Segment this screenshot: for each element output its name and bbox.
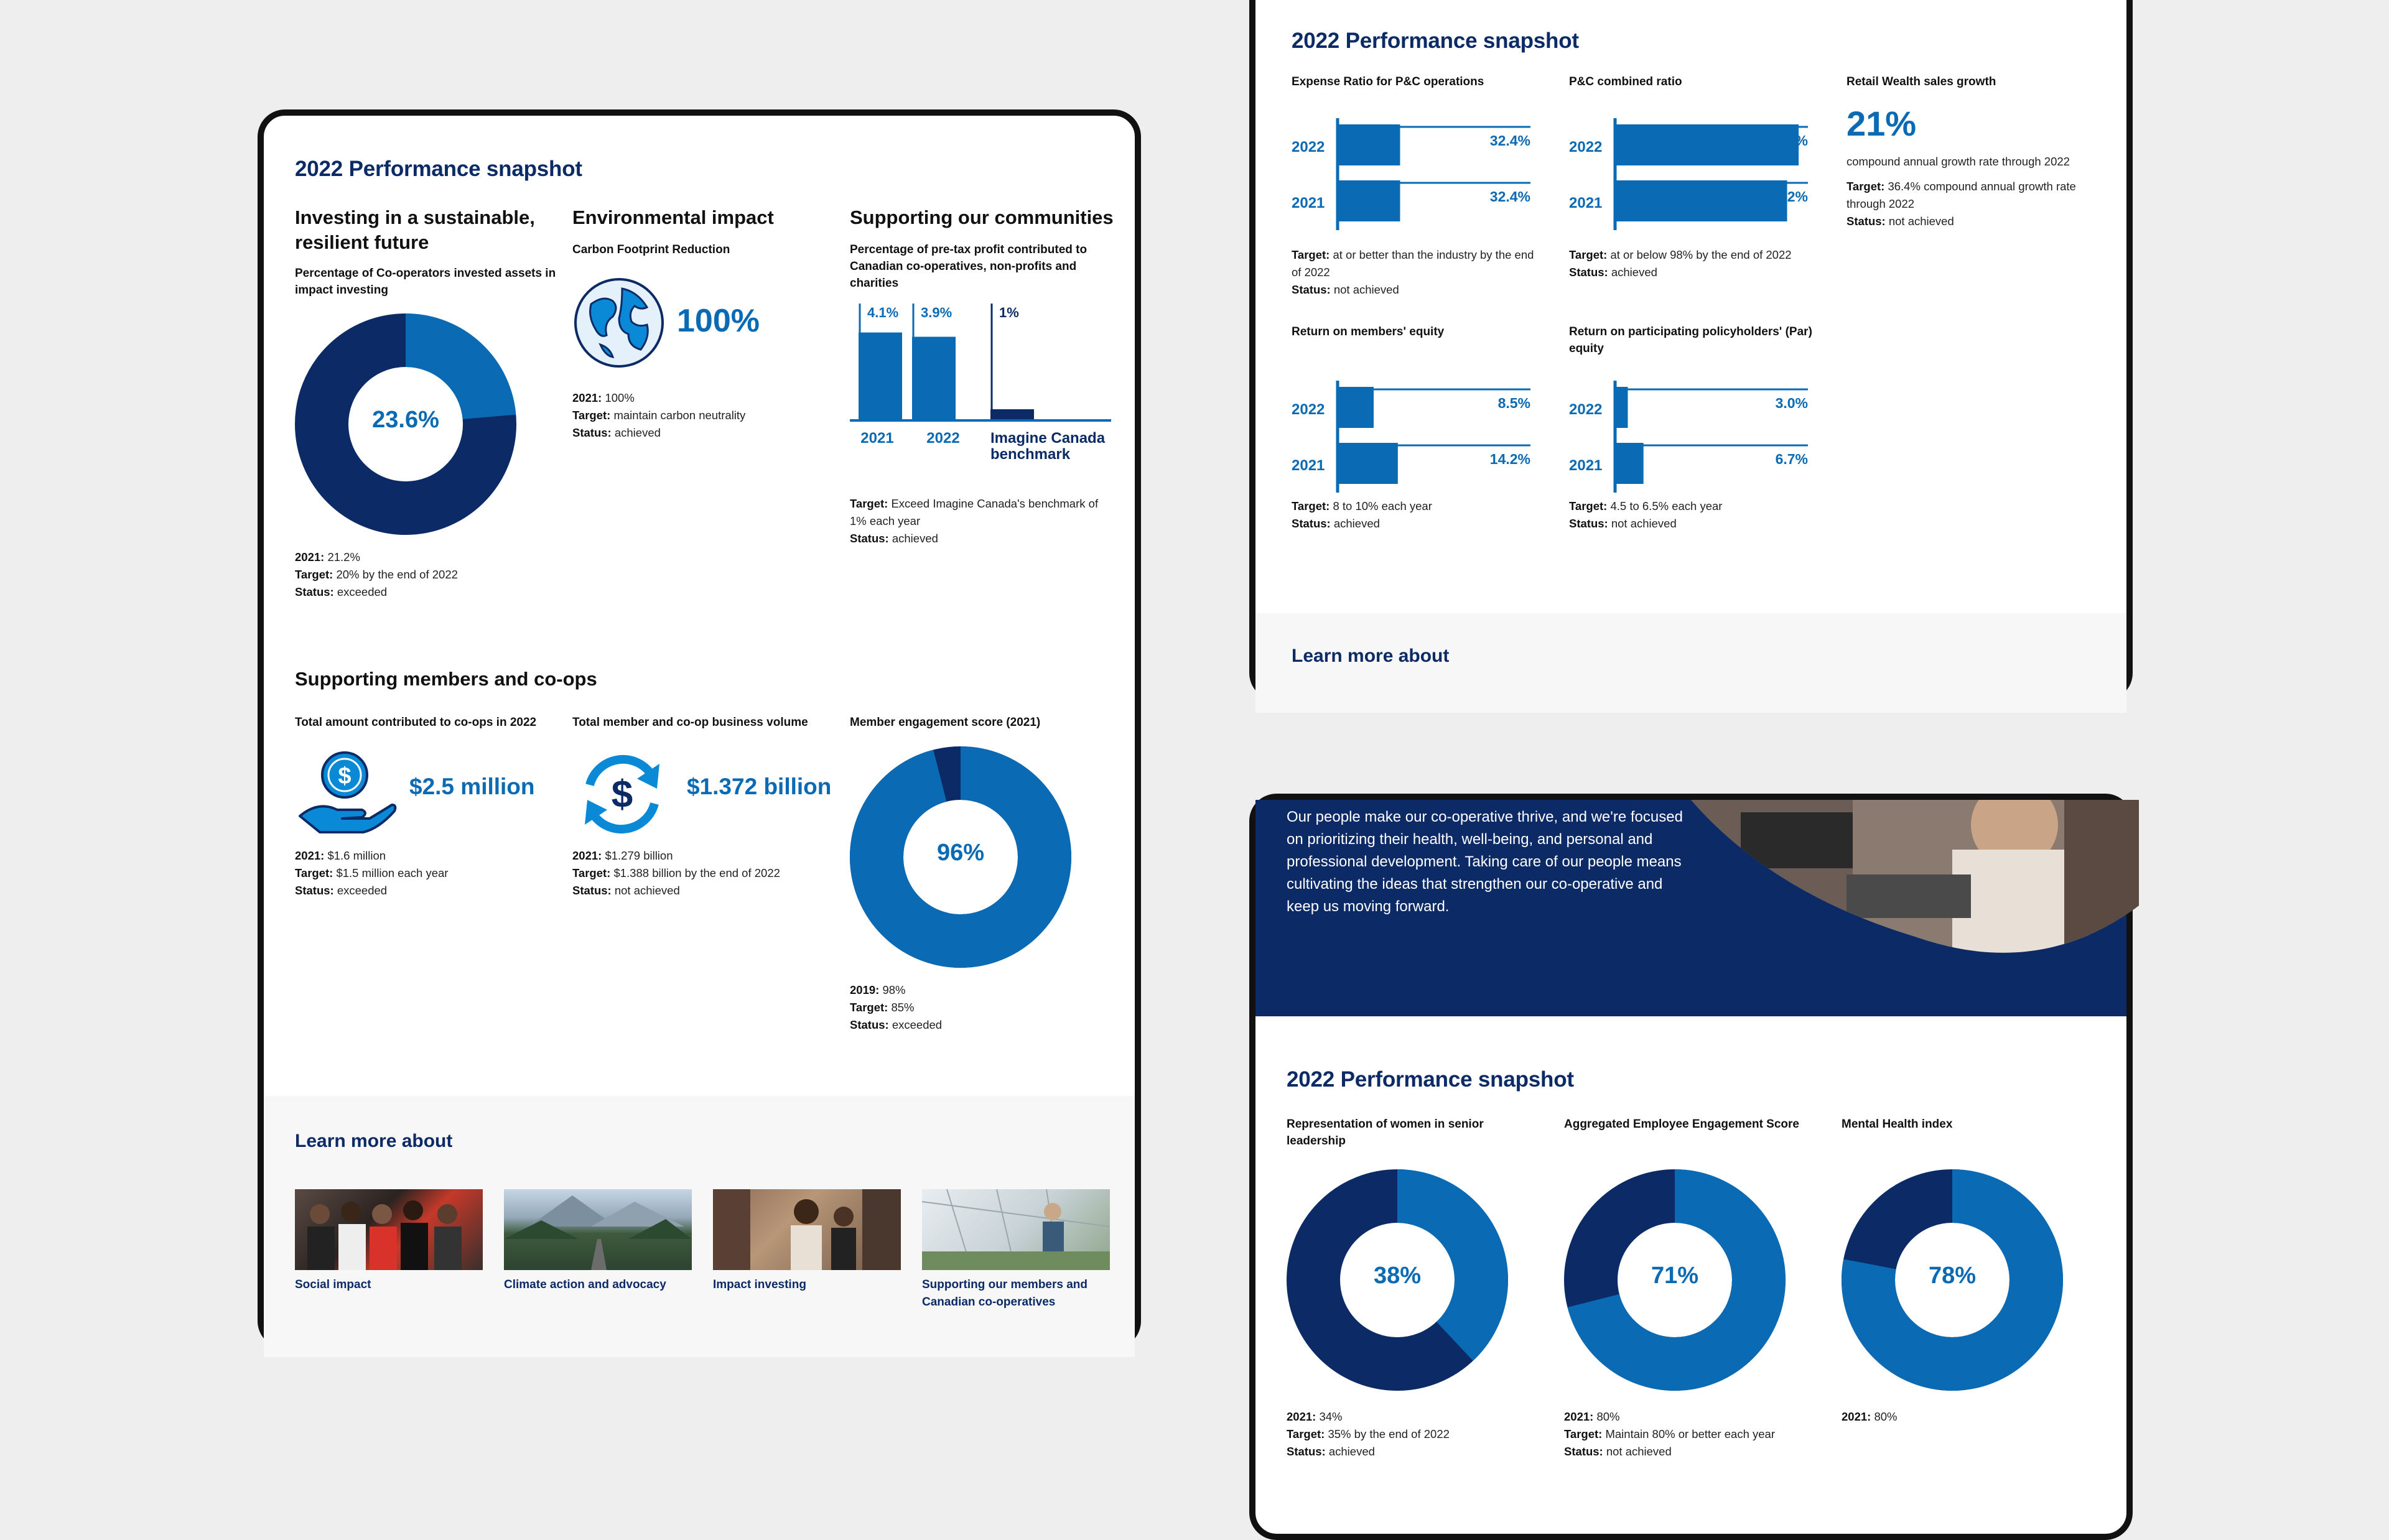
bar-value-label: 95.2%: [1767, 132, 1808, 149]
bar-2021: [1615, 180, 1787, 221]
climate-image[interactable]: [504, 1189, 692, 1270]
bar-2021: [1338, 443, 1398, 484]
metric-details: 2021: 34% Target: 35% by the end of 2022 Status: achieved: [1287, 1410, 1450, 1458]
bar-value-label: 3.9%: [921, 305, 952, 320]
donut-value: 78%: [1928, 1263, 1977, 1289]
learn-more-section: [1255, 613, 2126, 713]
page-title: 2022 Performance snapshot: [295, 157, 582, 181]
metric-label: Carbon Footprint Reduction: [572, 243, 730, 256]
coops-value: $2.5 million: [409, 774, 535, 799]
metric-label: Representation of women in senior leadership: [1287, 1118, 1484, 1148]
metric-label: Percentage of pre-tax profit contributed to Canadian co-operatives, non-profits and charities: [850, 243, 1087, 290]
street-people-image: [713, 1189, 901, 1270]
hand-dollar-icon: [295, 748, 394, 835]
x-tick-label: benchmark: [990, 446, 1071, 463]
donut-value: 71%: [1651, 1263, 1699, 1289]
bar-2022: [1338, 387, 1374, 428]
metric-details: 2019: 98% Target: 85% Status: exceeded: [850, 983, 943, 1031]
bar-value-label: 32.4%: [1489, 132, 1530, 149]
donut-value: 23.6%: [372, 407, 439, 433]
metric-label: P&C combined ratio: [1569, 75, 1682, 88]
bar-2021: [859, 333, 902, 420]
y-tick-label: 2022: [1292, 401, 1325, 418]
metric-label: Member engagement score (2021): [850, 716, 1041, 729]
y-tick-label: 2022: [1292, 139, 1325, 155]
roe-chart: [1292, 381, 1540, 493]
y-tick-label: 2021: [1569, 195, 1603, 211]
metric-label: Expense Ratio for P&C operations: [1292, 75, 1484, 88]
volume-value: $1.372 billion: [687, 774, 832, 799]
metric-details: 2021: 21.2% Target: 20% by the end of 2022 Status: exceeded: [295, 550, 458, 598]
x-tick-label: 2022: [926, 430, 960, 447]
wealth-growth-subtitle: compound annual growth rate through 2022: [1846, 155, 2070, 168]
x-tick-label: 2021: [860, 430, 894, 447]
hero-banner: [1255, 800, 2126, 1016]
bar-2022: [1615, 387, 1628, 428]
y-tick-label: 2021: [1292, 457, 1325, 474]
y-tick-label: 2022: [1569, 139, 1603, 155]
performance-card-people: [1249, 794, 2133, 1540]
metric-label: Return on participating policyholders' (Par) equity: [1569, 325, 1812, 355]
metric-details: Target: at or below 98% by the end of 2022 Status: achieved: [1569, 248, 1792, 279]
bar-value-label: 8.5%: [1497, 395, 1530, 411]
metric-details: Target: at or better than the industry by the end of 2022 Status: not achieved: [1292, 248, 1534, 296]
donut-value: 38%: [1373, 1263, 1422, 1289]
bar-value-label: 32.4%: [1489, 188, 1530, 205]
bar-2021: [1615, 443, 1644, 484]
metric-details: 2021: 80% Target: Maintain 80% or better each year Status: not achieved: [1564, 1410, 1775, 1458]
bar-Imagine Canada benchmark: [990, 409, 1034, 420]
bar-value-label: 3.0%: [1775, 395, 1808, 411]
metric-details: 2021: 80%: [1842, 1410, 1898, 1423]
learn-link-climate[interactable]: Climate action and advocacy: [504, 1278, 666, 1291]
svg-text:$: $: [338, 763, 352, 789]
cycle-dollar-icon: [572, 748, 672, 841]
metric-label: Return on members' equity: [1292, 325, 1445, 338]
metric-label: Percentage of Co-operators invested assets in impact investing: [295, 267, 556, 297]
bar-value-label: 89.2%: [1767, 188, 1808, 205]
y-tick-label: 2021: [1569, 457, 1603, 474]
learn-more-section: [264, 1096, 1135, 1357]
x-tick-label: Imagine Canada: [990, 430, 1106, 447]
learn-link-social-impact[interactable]: Social impact: [295, 1278, 371, 1291]
bar-value-label: 14.2%: [1489, 451, 1530, 467]
carbon-value: 100%: [677, 303, 760, 339]
metric-details: 2021: $1.6 million Target: $1.5 million each year Status: exceeded: [295, 849, 449, 897]
performance-card-left: [258, 109, 1141, 1348]
metric-label: Retail Wealth sales growth: [1846, 75, 1996, 88]
metric-details: Target: 36.4% compound annual growth rate through 2022 Status: not achieved: [1846, 180, 2076, 228]
performance-card-financial: [1249, 0, 2133, 700]
globe-icon: [572, 276, 666, 369]
metric-details: Target: Exceed Imagine Canada's benchmark of 1% each year Status: achieved: [850, 497, 1099, 545]
communities-bar-chart: [850, 302, 1111, 463]
y-tick-label: 2021: [1292, 195, 1325, 211]
bar-value-label: 1%: [999, 305, 1019, 320]
bar-2021: [1338, 180, 1400, 221]
wealth-growth-value: 21%: [1846, 104, 1917, 143]
combined-ratio-chart: [1569, 118, 1818, 230]
bar-value-label: 4.1%: [867, 305, 899, 320]
people-group-image: [295, 1189, 483, 1270]
metric-details: 2021: $1.279 billion Target: $1.388 billion by the end of 2022 Status: not achieved: [572, 849, 780, 897]
y-tick-label: 2022: [1569, 401, 1603, 418]
bar-2022: [912, 336, 956, 420]
learn-link-co-ops[interactable]: Supporting our members and Canadian co-operatives: [922, 1278, 1088, 1309]
expense-ratio-chart: [1292, 118, 1540, 230]
impact-investing-image[interactable]: [713, 1189, 901, 1270]
learn-more-title[interactable]: Learn more about: [1292, 646, 1450, 666]
section-heading-environment: Environmental impact: [572, 206, 774, 228]
metric-label: Total amount contributed to co-ops in 2022: [295, 716, 537, 729]
page-title: 2022 Performance snapshot: [1292, 29, 1579, 53]
bar-value-label: 6.7%: [1775, 451, 1808, 467]
section-heading-communities: Supporting our communities: [850, 206, 1114, 228]
metric-details: Target: 8 to 10% each year Status: achieved: [1292, 499, 1432, 530]
metric-label: Aggregated Employee Engagement Score: [1564, 1118, 1799, 1131]
greenhouse-image: [922, 1189, 1110, 1270]
learn-link-impact-investing[interactable]: Impact investing: [713, 1278, 806, 1291]
hero-photo: [1691, 800, 2139, 955]
svg-text:$: $: [611, 773, 633, 816]
metric-label: Mental Health index: [1842, 1118, 1953, 1131]
social-impact-image[interactable]: [295, 1189, 483, 1270]
bar-2022: [1338, 124, 1400, 165]
hero-text: Our people make our co-operative thrive, and we're focused on prioritizing their health, well-being, and personal and professional development. Taking care of our people means cultivating the ideas that strengthen our co-operative and keep us moving forward.: [1287, 809, 1683, 915]
metric-details: 2021: 100% Target: maintain carbon neutrality Status: achieved: [572, 391, 746, 439]
section-heading-members: Supporting members and co-ops: [295, 668, 597, 690]
metric-details: Target: 4.5 to 6.5% each year Status: not achieved: [1569, 499, 1723, 530]
mountain-road-image: [504, 1189, 692, 1270]
section-heading-sustainable: Investing in a sustainable, resilient future: [295, 206, 535, 253]
donut-value: 96%: [936, 840, 985, 866]
learn-more-title: Learn more about: [295, 1131, 453, 1151]
par-equity-chart: [1569, 381, 1818, 493]
page-title: 2022 Performance snapshot: [1287, 1067, 1574, 1092]
co-ops-image[interactable]: [922, 1189, 1110, 1270]
metric-label: Total member and co-op business volume: [572, 716, 808, 729]
